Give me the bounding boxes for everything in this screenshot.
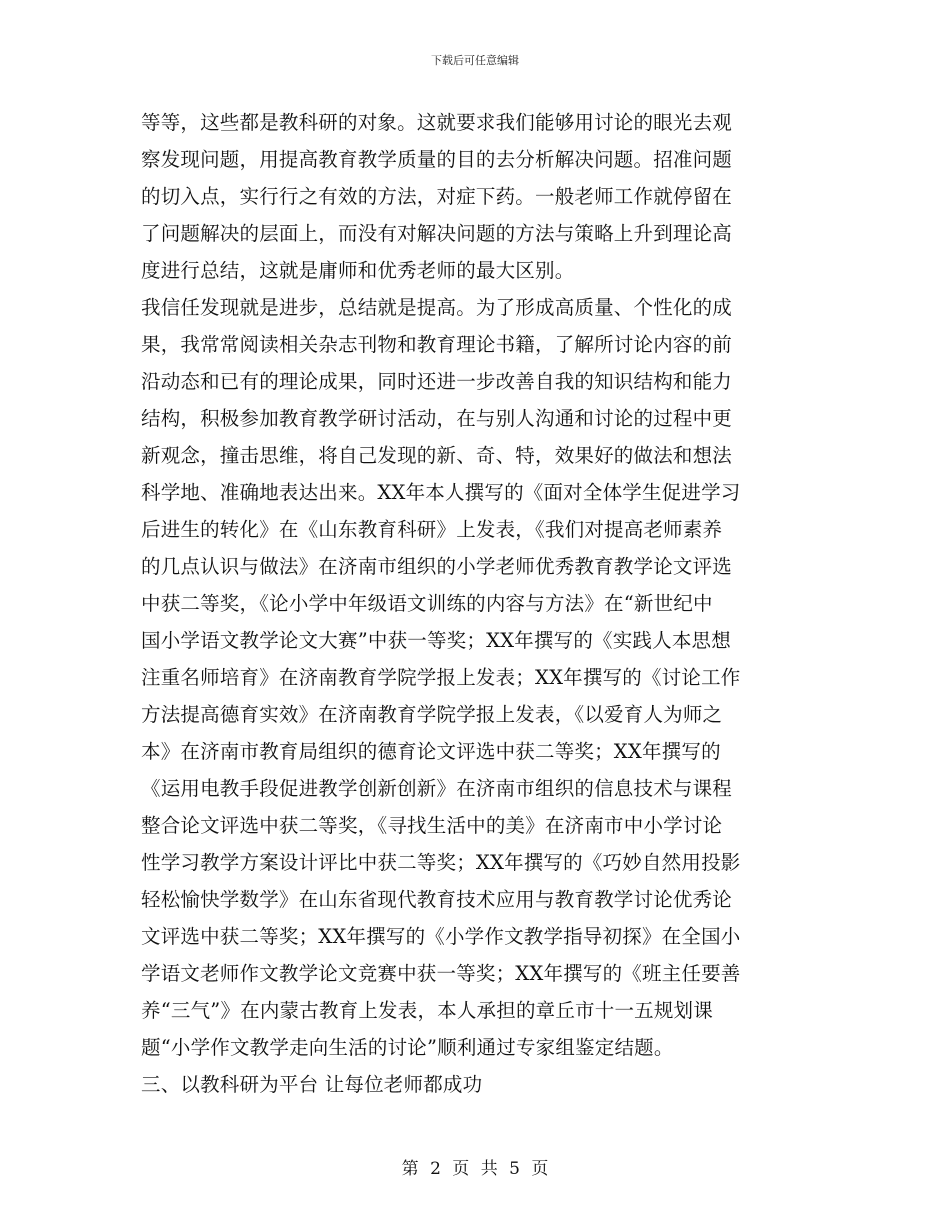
page-header: 下载后可任意编辑 [431,54,519,67]
text-line: 沿动态和已有的理论成果，同时还进一步改善自我的知识结构和能力 [141,370,733,393]
text-line: 结构，积极参加教育教学研讨活动，在与别人沟通和讨论的过程中更 [141,407,733,430]
text-line: 科学地、准确地表达出来。XX年本人撰写的《面对全体学生促进学习 [141,481,741,504]
text-line: 性学习教学方案设计评比中获二等奖；XX年撰写的《巧妙自然用投影 [141,851,741,874]
text-line: 《运用电教手段促进教学创新创新》在济南市组织的信息技术与课程 [141,777,733,800]
text-line: 题“小学作文教学走向生活的讨论”顺利通过专家组鉴定结题。 [141,1036,674,1059]
section-heading: 三、以教科研为平台 让每位老师都成功 [141,1073,483,1096]
text-line: 了问题解决的层面上，而没有对解决问题的方法与策略上升到理论高 [141,222,733,245]
text-line: 方法提高德育实效》在济南教育学院学报上发表，《以爱育人为师之 [141,703,723,726]
text-line: 本》在济南市教育局组织的德育论文评选中获二等奖；XX年撰写的 [141,740,721,763]
text-line: 我信任发现就是进步，总结就是提高。为了形成高质量、个性化的成 [141,296,733,319]
text-line: 注重名师培育》在济南教育学院学报上发表；XX年撰写的《讨论工作 [141,666,741,689]
text-line: 养“三气”》在内蒙古教育上发表，本人承担的章丘市十一五规划课 [141,999,713,1022]
text-line: 国小学语文教学论文大赛”中获一等奖；XX年撰写的《实践人本思想 [141,629,731,652]
text-line: 的几点认识与做法》在济南市组织的小学老师优秀教育教学论文评选 [141,555,733,578]
text-line: 文评选中获二等奖；XX年撰写的《小学作文教学指导初探》在全国小 [141,925,741,948]
text-line: 整合论文评选中获二等奖，《寻找生活中的美》在济南市中小学讨论 [141,814,723,837]
body-text [141,104,806,1103]
text-line: 新观念，撞击思维，将自己发现的新、奇、特，效果好的做法和想法 [141,444,733,467]
text-line: 的切入点，实行行之有效的方法，对症下药。一般老师工作就停留在 [141,185,733,208]
text-line: 察发现问题，用提高教育教学质量的目的去分析解决问题。招准问题 [141,148,733,171]
text-line: 果，我常常阅读相关杂志刊物和教育理论书籍，了解所讨论内容的前 [141,333,733,356]
text-line: 后进生的转化》在《山东教育科研》上发表，《我们对提高老师素养 [141,518,723,541]
text-line: 度进行总结，这就是庸师和优秀老师的最大区别。 [141,259,575,282]
text-line: 学语文老师作文教学论文竞赛中获一等奖；XX年撰写的《班主任要善 [141,962,741,985]
text-line: 等等，这些都是教科研的对象。这就要求我们能够用讨论的眼光去观 [141,111,733,134]
text-line: 轻松愉快学数学》在山东省现代教育技术应用与教育教学讨论优秀论 [141,888,733,911]
page-number: 第 2 页 共 5 页 [401,1159,549,1179]
text-line: 中获二等奖，《论小学中年级语文训练的内容与方法》在“新世纪中 [141,592,713,615]
